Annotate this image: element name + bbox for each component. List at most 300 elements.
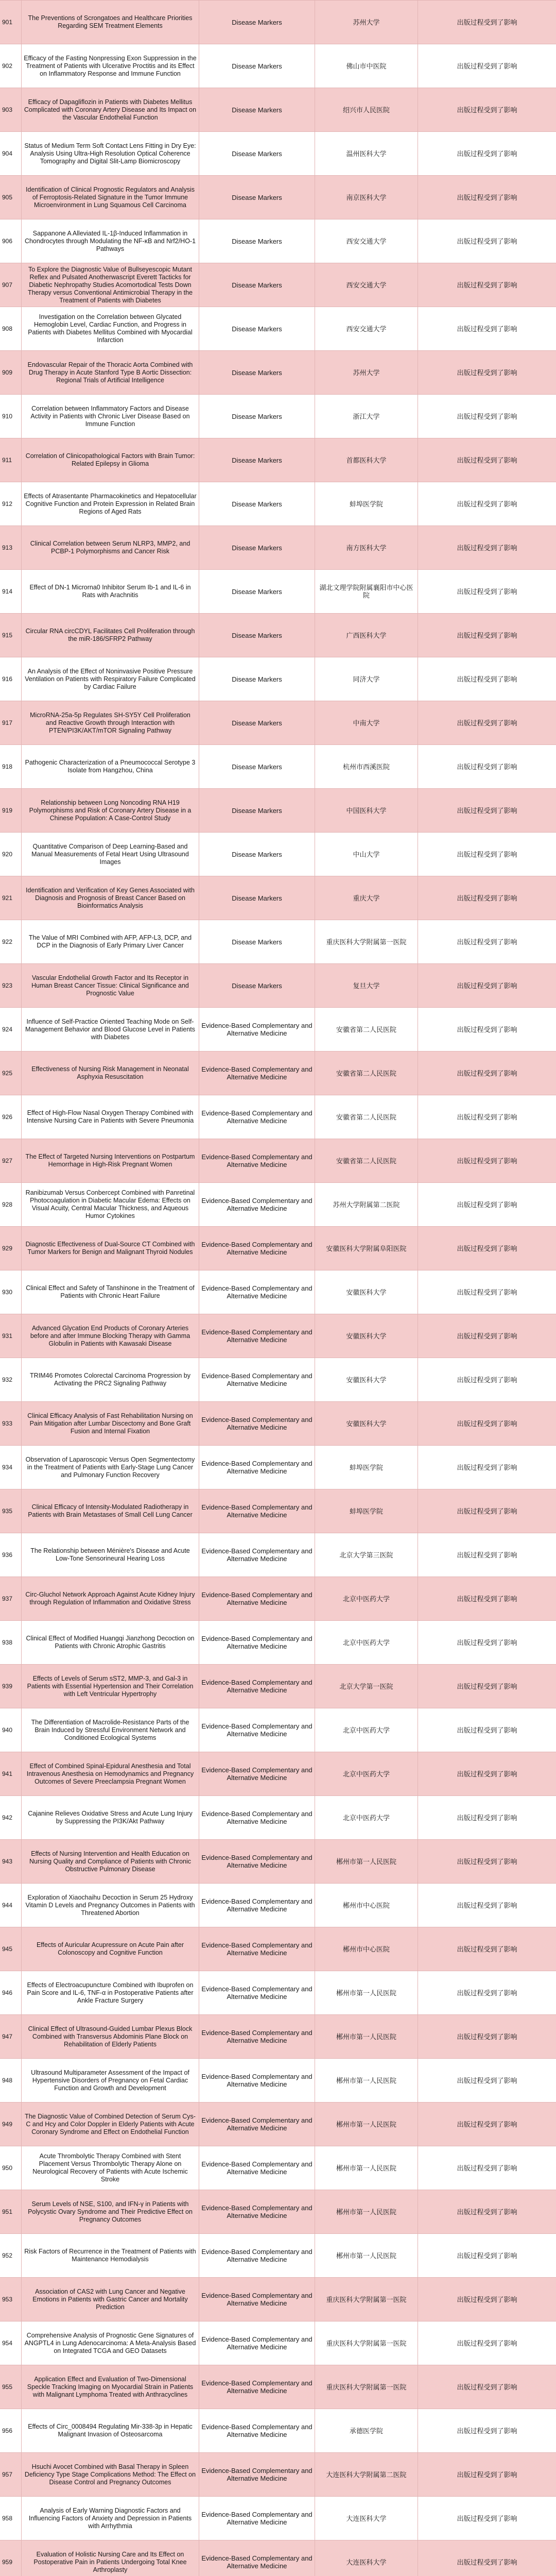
retraction-note: 出版过程受到了影响 bbox=[457, 1901, 517, 1909]
retraction-note: 出版过程受到了影响 bbox=[457, 1113, 517, 1121]
journal-name: Disease Markers bbox=[199, 833, 315, 876]
table-row bbox=[0, 2453, 556, 2497]
institution-name: 苏州大学附属第二医院 bbox=[315, 1183, 418, 1226]
table-row bbox=[0, 1533, 556, 1577]
retraction-note: 出版过程受到了影响 bbox=[457, 2164, 517, 2172]
journal-name: Evidence-Based Complementary and Alternative Medicine bbox=[199, 2321, 315, 2365]
journal-name: Disease Markers bbox=[199, 789, 315, 832]
journal-name: Evidence-Based Complementary and Alternative Medicine bbox=[199, 1752, 315, 1795]
retraction-note: 出版过程受到了影响 bbox=[457, 2208, 517, 2216]
article-title: Status of Medium Term Soft Contact Lens Fitting in Dry Eye: Analysis Using Ultra-High Resolution Optical Coherence Tomography and Digital Slit-Lamp Biomicroscopy bbox=[22, 132, 199, 175]
journal-name: Evidence-Based Complementary and Alternative Medicine bbox=[199, 1008, 315, 1051]
row-number: 919 bbox=[0, 789, 22, 832]
row-number: 955 bbox=[0, 2365, 22, 2409]
row-number: 924 bbox=[0, 1008, 22, 1051]
row-number: 910 bbox=[0, 395, 22, 438]
institution-name: 西安交通大学 bbox=[315, 263, 418, 307]
journal-name: Disease Markers bbox=[199, 614, 315, 657]
institution-name: 安徽医科大学 bbox=[315, 1358, 418, 1401]
row-number: 901 bbox=[0, 1, 22, 44]
retraction-note: 出版过程受到了影响 bbox=[457, 412, 517, 420]
institution-name: 郴州市第一人民医院 bbox=[315, 1840, 418, 1883]
journal-name: Evidence-Based Complementary and Alternative Medicine bbox=[199, 1358, 315, 1401]
table-row bbox=[0, 2321, 556, 2365]
retraction-note: 出版过程受到了影响 bbox=[457, 938, 517, 946]
institution-name: 同济大学 bbox=[315, 657, 418, 701]
journal-name: Disease Markers bbox=[199, 351, 315, 394]
row-number: 911 bbox=[0, 438, 22, 482]
row-number: 934 bbox=[0, 1446, 22, 1489]
row-number: 922 bbox=[0, 920, 22, 963]
row-number: 931 bbox=[0, 1314, 22, 1358]
journal-name: Disease Markers bbox=[199, 964, 315, 1007]
institution-name: 苏州大学 bbox=[315, 1, 418, 44]
institution-name: 重庆医科大学附属第一医院 bbox=[315, 920, 418, 963]
article-title: Clinical Effect of Ultrasound-Guided Lumbar Plexus Block Combined with Transversus Abdominis Plane Block on Rehabilitation of Elderly Patients bbox=[22, 2015, 199, 2058]
institution-name: 重庆医科大学附属第一医院 bbox=[315, 2365, 418, 2409]
table-row bbox=[0, 2540, 556, 2576]
article-title: Identification and Verification of Key Genes Associated with Diagnosis and Prognosis of Breast Cancer Based on Bioinformatics Analysis bbox=[22, 876, 199, 920]
institution-name: 安徽医科大学 bbox=[315, 1402, 418, 1445]
table-row bbox=[0, 219, 556, 263]
table-row bbox=[0, 833, 556, 876]
article-title: Effects of Electroacupuncture Combined with Ibuprofen on Pain Score and IL-6, TNF-α in Postoperative Patients after Ankle Fracture Surgery bbox=[22, 1971, 199, 2014]
journal-name: Evidence-Based Complementary and Alternative Medicine bbox=[199, 2409, 315, 2452]
row-number: 957 bbox=[0, 2453, 22, 2496]
table-row bbox=[0, 614, 556, 657]
article-title: Acute Thrombolytic Therapy Combined with Stent Placement Versus Thrombolytic Therapy Alone on Neurological Recovery of Patients with Acute Ischemic Stroke bbox=[22, 2146, 199, 2190]
retraction-note: 出版过程受到了影响 bbox=[457, 1638, 517, 1647]
article-title: Pathogenic Characterization of a Pneumococcal Serotype 3 Isolate from Hangzhou, China bbox=[22, 745, 199, 788]
journal-name: Evidence-Based Complementary and Alternative Medicine bbox=[199, 2103, 315, 2146]
retraction-note: 出版过程受到了影响 bbox=[457, 1551, 517, 1559]
table-row bbox=[0, 2497, 556, 2540]
row-number: 926 bbox=[0, 1095, 22, 1139]
article-title: Clinical Efficacy Analysis of Fast Rehabilitation Nursing on Pain Mitigation after Lumbar Discectomy and Bone Graft Fusion and Internal Fixation bbox=[22, 1402, 199, 1445]
retraction-note: 出版过程受到了影响 bbox=[457, 675, 517, 683]
journal-name: Evidence-Based Complementary and Alternative Medicine bbox=[199, 2059, 315, 2102]
row-number: 921 bbox=[0, 876, 22, 920]
institution-name: 郴州市第一人民医院 bbox=[315, 2146, 418, 2190]
table-row bbox=[0, 1008, 556, 1052]
article-title: Effect of High-Flow Nasal Oxygen Therapy Combined with Intensive Nursing Care in Patients with Severe Pneumonia bbox=[22, 1095, 199, 1139]
retraction-note: 出版过程受到了影响 bbox=[457, 894, 517, 902]
journal-name: Evidence-Based Complementary and Alternative Medicine bbox=[199, 1708, 315, 1752]
retraction-note: 出版过程受到了影响 bbox=[457, 1200, 517, 1209]
table-row bbox=[0, 2103, 556, 2146]
table-row bbox=[0, 2278, 556, 2321]
retraction-note: 出版过程受到了影响 bbox=[457, 544, 517, 552]
institution-name: 重庆医科大学附属第一医院 bbox=[315, 2278, 418, 2321]
journal-name: Evidence-Based Complementary and Alternative Medicine bbox=[199, 1621, 315, 1664]
journal-name: Disease Markers bbox=[199, 1, 315, 44]
article-title: Serum Levels of NSE, S100, and IFN-γ in Patients with Polycystic Ovary Syndrome and Their Predictive Effect on Pregnancy Outcomes bbox=[22, 2190, 199, 2233]
table-row bbox=[0, 176, 556, 219]
article-title: Application Effect and Evaluation of Two-Dimensional Speckle Tracking Imaging on Myocardial Strain in Patients with Malignant Lymphoma Treated with Anthracyclines bbox=[22, 2365, 199, 2409]
journal-name: Disease Markers bbox=[199, 657, 315, 701]
journal-name: Evidence-Based Complementary and Alternative Medicine bbox=[199, 1796, 315, 1839]
retraction-note: 出版过程受到了影响 bbox=[457, 762, 517, 771]
article-title: Diagnostic Effectiveness of Dual-Source CT Combined with Tumor Markers for Benign and Malignant Thyroid Nodules bbox=[22, 1227, 199, 1270]
journal-name: Disease Markers bbox=[199, 263, 315, 307]
institution-name: 郴州市中心医院 bbox=[315, 1884, 418, 1927]
row-number: 930 bbox=[0, 1270, 22, 1314]
institution-name: 郴州市第一人民医院 bbox=[315, 2059, 418, 2102]
article-title: Effectiveness of Nursing Risk Management in Neonatal Asphyxia Resuscitation bbox=[22, 1052, 199, 1095]
journal-name: Disease Markers bbox=[199, 745, 315, 788]
row-number: 927 bbox=[0, 1139, 22, 1182]
row-number: 904 bbox=[0, 132, 22, 175]
row-number: 905 bbox=[0, 176, 22, 219]
row-number: 950 bbox=[0, 2146, 22, 2190]
institution-name: 北京中医药大学 bbox=[315, 1752, 418, 1795]
institution-name: 重庆大学 bbox=[315, 876, 418, 920]
journal-name: Evidence-Based Complementary and Alternative Medicine bbox=[199, 2234, 315, 2277]
retraction-note: 出版过程受到了影响 bbox=[457, 368, 517, 377]
journal-name: Evidence-Based Complementary and Alternative Medicine bbox=[199, 1446, 315, 1489]
institution-name: 承德医学院 bbox=[315, 2409, 418, 2452]
retraction-note: 出版过程受到了影响 bbox=[457, 1682, 517, 1690]
journal-name: Disease Markers bbox=[199, 570, 315, 613]
row-number: 913 bbox=[0, 526, 22, 569]
table-row bbox=[0, 1052, 556, 1095]
table-row bbox=[0, 570, 556, 614]
retraction-note: 出版过程受到了影响 bbox=[457, 325, 517, 333]
institution-name: 蚌埠医学院 bbox=[315, 1446, 418, 1489]
article-title: Cajanine Relieves Oxidative Stress and Acute Lung Injury by Suppressing the PI3K/Akt Pathway bbox=[22, 1796, 199, 1839]
row-number: 923 bbox=[0, 964, 22, 1007]
row-number: 932 bbox=[0, 1358, 22, 1401]
journal-name: Disease Markers bbox=[199, 219, 315, 263]
article-title: Hsuchi Avocet Combined with Basal Therapy in Spleen Deficiency Type Stage Complications Method: The Effect on Disease Control and Pregnancy Outcomes bbox=[22, 2453, 199, 2496]
article-title: Circ-Gluchol Network Approach Against Acute Kidney Injury through Regulation of Inflammation and Oxidative Stress bbox=[22, 1577, 199, 1620]
article-title: Ultrasound Multiparameter Assessment of the Impact of Hypertensive Disorders of Pregnancy on Fetal Cardiac Function and Growth and Development bbox=[22, 2059, 199, 2102]
article-title: The Differentiation of Macrolide-Resistance Parts of the Brain Induced by Stressful Environment Network and Conditioned Ecological Systems bbox=[22, 1708, 199, 1752]
article-title: Influence of Self-Practice Oriented Teaching Mode on Self-Management Behavior and Blood Glucose Level in Patients with Diabetes bbox=[22, 1008, 199, 1051]
retraction-note: 出版过程受到了影响 bbox=[457, 1945, 517, 1953]
retraction-note: 出版过程受到了影响 bbox=[457, 62, 517, 70]
row-number: 945 bbox=[0, 1927, 22, 1971]
row-number: 958 bbox=[0, 2497, 22, 2540]
article-title: Association of CAS2 with Lung Cancer and Negative Emotions in Patients with Gastric Cancer and Mortality Prediction bbox=[22, 2278, 199, 2321]
journal-name: Disease Markers bbox=[199, 307, 315, 350]
table-row bbox=[0, 2234, 556, 2278]
retraction-note: 出版过程受到了影响 bbox=[457, 1463, 517, 1471]
retraction-note: 出版过程受到了影响 bbox=[457, 2032, 517, 2041]
institution-name: 首都医科大学 bbox=[315, 438, 418, 482]
table-row bbox=[0, 2190, 556, 2234]
retraction-note: 出版过程受到了影响 bbox=[457, 1419, 517, 1428]
table-row bbox=[0, 964, 556, 1008]
table-row bbox=[0, 1927, 556, 1971]
institution-name: 中南大学 bbox=[315, 701, 418, 744]
institution-name: 安徽医科大学 bbox=[315, 1314, 418, 1358]
retraction-note: 出版过程受到了影响 bbox=[457, 631, 517, 639]
institution-name: 蚌埠医学院 bbox=[315, 1489, 418, 1533]
institution-name: 安徽省第二人民医院 bbox=[315, 1095, 418, 1139]
article-title: The Diagnostic Value of Combined Detection of Serum Cys-C and Hcy and Color Doppler in Elderly Patients with Acute Coronary Syndrome and Effect on Endothelial Function bbox=[22, 2103, 199, 2146]
retraction-note: 出版过程受到了影响 bbox=[457, 1157, 517, 1165]
retraction-note: 出版过程受到了影响 bbox=[457, 2470, 517, 2479]
table-row bbox=[0, 1358, 556, 1402]
table-row bbox=[0, 1139, 556, 1183]
institution-name: 广西医科大学 bbox=[315, 614, 418, 657]
row-number: 941 bbox=[0, 1752, 22, 1795]
institution-name: 北京中医药大学 bbox=[315, 1796, 418, 1839]
journal-name: Evidence-Based Complementary and Alternative Medicine bbox=[199, 1052, 315, 1095]
journal-name: Evidence-Based Complementary and Alternative Medicine bbox=[199, 1971, 315, 2014]
retraction-note: 出版过程受到了影响 bbox=[457, 806, 517, 815]
retraction-note: 出版过程受到了影响 bbox=[457, 1726, 517, 1734]
article-title: The Effect of Targeted Nursing Interventions on Postpartum Hemorrhage in High-Risk Pregnant Women bbox=[22, 1139, 199, 1182]
retraction-note: 出版过程受到了影响 bbox=[457, 1595, 517, 1603]
journal-name: Disease Markers bbox=[199, 88, 315, 131]
table-row bbox=[0, 1314, 556, 1358]
journal-name: Evidence-Based Complementary and Alternative Medicine bbox=[199, 2278, 315, 2321]
institution-name: 苏州大学 bbox=[315, 351, 418, 394]
retraction-note: 出版过程受到了影响 bbox=[457, 1507, 517, 1515]
article-title: An Analysis of the Effect of Noninvasive Positive Pressure Ventilation on Patients with Respiratory Failure Complicated by Cardiac Failure bbox=[22, 657, 199, 701]
table-row bbox=[0, 1446, 556, 1489]
article-title: Correlation of Clinicopathological Factors with Brain Tumor: Related Epilepsy in Glioma bbox=[22, 438, 199, 482]
row-number: 956 bbox=[0, 2409, 22, 2452]
institution-name: 安徽省第二人民医院 bbox=[315, 1008, 418, 1051]
article-title: Effects of Auricular Acupressure on Acute Pain after Colonoscopy and Cognitive Function bbox=[22, 1927, 199, 1971]
row-number: 947 bbox=[0, 2015, 22, 2058]
row-number: 944 bbox=[0, 1884, 22, 1927]
table-row bbox=[0, 2365, 556, 2409]
row-number: 935 bbox=[0, 1489, 22, 1533]
row-number: 903 bbox=[0, 88, 22, 131]
journal-name: Disease Markers bbox=[199, 526, 315, 569]
table-row bbox=[0, 1708, 556, 1752]
institution-name: 北京中医药大学 bbox=[315, 1708, 418, 1752]
institution-name: 温州医科大学 bbox=[315, 132, 418, 175]
table-row bbox=[0, 88, 556, 132]
table-row bbox=[0, 1270, 556, 1314]
institution-name: 浙江大学 bbox=[315, 395, 418, 438]
article-title: Effect of DN-1 Microrna0 Inhibitor Serum Ib-1 and IL-6 in Rats with Arachnitis bbox=[22, 570, 199, 613]
journal-name: Evidence-Based Complementary and Alternative Medicine bbox=[199, 2015, 315, 2058]
article-title: To Explore the Diagnostic Value of Bullseyescopic Mutant Reflex and Pulsated Anotherwascript Everett Tacticks for Diabetic Nephropathy Studies Acomortodical Tests Down Therapy versus Conventional Antimicrobial Therapy in the Treatment of Patients with Diabetes bbox=[22, 263, 199, 307]
table-row bbox=[0, 132, 556, 176]
article-title: Effects of Levels of Serum sST2, MMP-3, and Gal-3 in Patients with Essential Hypertension and Their Correlation with Left Ventricular Hypertrophy bbox=[22, 1665, 199, 1708]
retraction-note: 出版过程受到了影响 bbox=[457, 1989, 517, 1997]
article-title: Efficacy of Dapagliflozin in Patients with Diabetes Mellitus Complicated with Coronary Artery Disease and Its Impact on the Vascular Endothelial Function bbox=[22, 88, 199, 131]
article-title: Effects of Atrasentante Pharmacokinetics and Hepatocellular Cognitive Function and Protein Expression in Related Brain Regions of Aged Rats bbox=[22, 482, 199, 526]
table-row bbox=[0, 526, 556, 570]
journal-name: Evidence-Based Complementary and Alternative Medicine bbox=[199, 1139, 315, 1182]
row-number: 946 bbox=[0, 1971, 22, 2014]
institution-name: 安徽医科大学附属阜阳医院 bbox=[315, 1227, 418, 1270]
journal-name: Evidence-Based Complementary and Alternative Medicine bbox=[199, 2365, 315, 2409]
table-row bbox=[0, 701, 556, 745]
table-row bbox=[0, 482, 556, 526]
retraction-note: 出版过程受到了影响 bbox=[457, 2427, 517, 2435]
journal-name: Evidence-Based Complementary and Alternative Medicine bbox=[199, 2146, 315, 2190]
institution-name: 杭州市西溪医院 bbox=[315, 745, 418, 788]
table-row bbox=[0, 2409, 556, 2453]
retraction-note: 出版过程受到了影响 bbox=[457, 981, 517, 990]
article-title: Efficacy of the Fasting Nonpressing Exon Suppression in the Treatment of Patients with Ulcerative Proctitis and its Effect on Inflammatory Response and Immune Function bbox=[22, 44, 199, 88]
table-row bbox=[0, 1665, 556, 1708]
journal-name: Evidence-Based Complementary and Alternative Medicine bbox=[199, 1183, 315, 1226]
institution-name: 佛山市中医院 bbox=[315, 44, 418, 88]
row-number: 906 bbox=[0, 219, 22, 263]
institution-name: 北京大学第三医院 bbox=[315, 1533, 418, 1577]
row-number: 909 bbox=[0, 351, 22, 394]
article-title: Effects of Nursing Intervention and Health Education on Nursing Quality and Compliance of Patients with Chronic Obstructive Pulmonary Disease bbox=[22, 1840, 199, 1883]
row-number: 952 bbox=[0, 2234, 22, 2277]
article-title: Advanced Glycation End Products of Coronary Arteries before and after Immune Blocking Therapy with Gamma Globulin in Patients with Kawasaki Disease bbox=[22, 1314, 199, 1358]
retraction-note: 出版过程受到了影响 bbox=[457, 500, 517, 508]
table-row bbox=[0, 2146, 556, 2190]
row-number: 943 bbox=[0, 1840, 22, 1883]
row-number: 948 bbox=[0, 2059, 22, 2102]
article-title: Risk Factors of Recurrence in the Treatment of Patients with Maintenance Hemodialysis bbox=[22, 2234, 199, 2277]
retraction-note: 出版过程受到了影响 bbox=[457, 1332, 517, 1340]
retraction-note: 出版过程受到了影响 bbox=[457, 193, 517, 201]
retraction-note: 出版过程受到了影响 bbox=[457, 1857, 517, 1866]
institution-name: 大连医科大学附属第二医院 bbox=[315, 2453, 418, 2496]
row-number: 929 bbox=[0, 1227, 22, 1270]
row-number: 925 bbox=[0, 1052, 22, 1095]
journal-name: Evidence-Based Complementary and Alternative Medicine bbox=[199, 2453, 315, 2496]
institution-name: 郴州市第一人民医院 bbox=[315, 2103, 418, 2146]
institution-name: 蚌埠医学院 bbox=[315, 482, 418, 526]
article-title: The Preventions of Scrongatoes and Healthcare Priorities Regarding SEM Treatment Elements bbox=[22, 1, 199, 44]
table-row bbox=[0, 438, 556, 482]
table-row bbox=[0, 1577, 556, 1621]
retraction-note: 出版过程受到了影响 bbox=[457, 850, 517, 858]
retraction-note: 出版过程受到了影响 bbox=[457, 587, 517, 596]
article-title: Quantitative Comparison of Deep Learning-Based and Manual Measurements of Fetal Heart Using Ultrasound Images bbox=[22, 833, 199, 876]
retraction-note: 出版过程受到了影响 bbox=[457, 1814, 517, 1822]
journal-name: Evidence-Based Complementary and Alternative Medicine bbox=[199, 1227, 315, 1270]
retraction-note: 出版过程受到了影响 bbox=[457, 2558, 517, 2566]
institution-name: 郴州市第一人民医院 bbox=[315, 1971, 418, 2014]
journal-name: Evidence-Based Complementary and Alternative Medicine bbox=[199, 1884, 315, 1927]
article-title: Clinical Effect and Safety of Tanshinone in the Treatment of Patients with Chronic Heart Failure bbox=[22, 1270, 199, 1314]
retraction-note: 出版过程受到了影响 bbox=[457, 2076, 517, 2084]
article-title: Ranibizumab Versus Conbercept Combined with Panretinal Photocoagulation in Diabetic Macular Edema: Effects on Visual Acuity, Central Macular Thickness, and Aqueous Humor Cytokines bbox=[22, 1183, 199, 1226]
retraction-note: 出版过程受到了影响 bbox=[457, 1288, 517, 1296]
institution-name: 西安交通大学 bbox=[315, 219, 418, 263]
institution-name: 安徽省第二人民医院 bbox=[315, 1139, 418, 1182]
institution-name: 北京大学第一医院 bbox=[315, 1665, 418, 1708]
retraction-note: 出版过程受到了影响 bbox=[457, 2251, 517, 2260]
journal-name: Evidence-Based Complementary and Alternative Medicine bbox=[199, 1577, 315, 1620]
journal-name: Evidence-Based Complementary and Alternative Medicine bbox=[199, 1314, 315, 1358]
journal-name: Evidence-Based Complementary and Alternative Medicine bbox=[199, 1270, 315, 1314]
journal-name: Evidence-Based Complementary and Alternative Medicine bbox=[199, 1489, 315, 1533]
row-number: 949 bbox=[0, 2103, 22, 2146]
retraction-note: 出版过程受到了影响 bbox=[457, 1244, 517, 1252]
retraction-note: 出版过程受到了影响 bbox=[457, 2295, 517, 2303]
article-title: Effects of Circ_0008494 Regulating Mir-338-3p in Hepatic Malignant Invasion of Osteosarcoma bbox=[22, 2409, 199, 2452]
journal-name: Disease Markers bbox=[199, 482, 315, 526]
row-number: 954 bbox=[0, 2321, 22, 2365]
journal-name: Evidence-Based Complementary and Alternative Medicine bbox=[199, 1402, 315, 1445]
retraction-note: 出版过程受到了影响 bbox=[457, 456, 517, 464]
retraction-note: 出版过程受到了影响 bbox=[457, 2120, 517, 2128]
row-number: 928 bbox=[0, 1183, 22, 1226]
row-number: 917 bbox=[0, 701, 22, 744]
institution-name: 北京中医药大学 bbox=[315, 1577, 418, 1620]
table-row bbox=[0, 920, 556, 964]
table-row bbox=[0, 789, 556, 833]
row-number: 933 bbox=[0, 1402, 22, 1445]
retraction-note: 出版过程受到了影响 bbox=[457, 2383, 517, 2391]
article-title: Clinical Efficacy of Intensity-Modulated Radiotherapy in Patients with Brain Metastases of Small Cell Lung Cancer bbox=[22, 1489, 199, 1533]
institution-name: 郴州市第一人民医院 bbox=[315, 2234, 418, 2277]
table-row bbox=[0, 1183, 556, 1227]
row-number: 940 bbox=[0, 1708, 22, 1752]
row-number: 939 bbox=[0, 1665, 22, 1708]
journal-name: Disease Markers bbox=[199, 395, 315, 438]
table-row bbox=[0, 263, 556, 307]
institution-name: 安徽医科大学 bbox=[315, 1270, 418, 1314]
article-title: Sappanone A Alleviated IL-1β-Induced Inflammation in Chondrocytes through Modulating the NF-κB and Nrf2/HO-1 Pathways bbox=[22, 219, 199, 263]
journal-name: Evidence-Based Complementary and Alternative Medicine bbox=[199, 1665, 315, 1708]
article-title: Identification of Clinical Prognostic Regulators and Analysis of Ferroptosis-Related Signature in the Tumor Immune Microenvironment in Lung Squamous Cell Carcinoma bbox=[22, 176, 199, 219]
article-title: Comprehensive Analysis of Prognostic Gene Signatures of ANGPTL4 in Lung Adenocarcinoma: A Meta-Analysis Based on Integrated TCGA and GEO Datasets bbox=[22, 2321, 199, 2365]
retraction-note: 出版过程受到了影响 bbox=[457, 2514, 517, 2522]
retraction-note: 出版过程受到了影响 bbox=[457, 1069, 517, 1077]
article-title: Investigation on the Correlation between Glycated Hemoglobin Level, Cardiac Function, and Progress in Patients with Diabetes Mellitus Combined with Myocardial Infarction bbox=[22, 307, 199, 350]
retraction-note: 出版过程受到了影响 bbox=[457, 18, 517, 26]
retraction-note: 出版过程受到了影响 bbox=[457, 281, 517, 289]
table-row bbox=[0, 876, 556, 920]
article-title: MicroRNA-25a-5p Regulates SH-SY5Y Cell Proliferation and Reactive Growth through Interaction with PTEN/PI3K/AKT/mTOR Signaling Pathway bbox=[22, 701, 199, 744]
retraction-note: 出版过程受到了影响 bbox=[457, 149, 517, 158]
article-title: Observation of Laparoscopic Versus Open Segmentectomy in the Treatment of Patients with Early-Stage Lung Cancer and Pulmonary Function Recovery bbox=[22, 1446, 199, 1489]
row-number: 936 bbox=[0, 1533, 22, 1577]
institution-name: 复旦大学 bbox=[315, 964, 418, 1007]
row-number: 942 bbox=[0, 1796, 22, 1839]
table-row bbox=[0, 1884, 556, 1927]
table-row bbox=[0, 395, 556, 438]
table-row bbox=[0, 1227, 556, 1270]
row-number: 908 bbox=[0, 307, 22, 350]
institution-name: 郴州市第一人民医院 bbox=[315, 2015, 418, 2058]
article-title: The Value of MRI Combined with AFP, AFP-L3, DCP, and DCP in the Diagnosis of Early Primary Liver Cancer bbox=[22, 920, 199, 963]
row-number: 953 bbox=[0, 2278, 22, 2321]
article-title: TRIM46 Promotes Colorectal Carcinoma Progression by Activating the PRC2 Signaling Pathway bbox=[22, 1358, 199, 1401]
table-row bbox=[0, 1489, 556, 1533]
retraction-note: 出版过程受到了影响 bbox=[457, 2339, 517, 2347]
row-number: 916 bbox=[0, 657, 22, 701]
institution-name: 南方医科大学 bbox=[315, 526, 418, 569]
table-row bbox=[0, 351, 556, 395]
institution-name: 中国医科大学 bbox=[315, 789, 418, 832]
institution-name: 安徽省第二人民医院 bbox=[315, 1052, 418, 1095]
article-title: Vascular Endothelial Growth Factor and Its Receptor in Human Breast Cancer Tissue: Clinical Significance and Prognostic Value bbox=[22, 964, 199, 1007]
journal-name: Disease Markers bbox=[199, 701, 315, 744]
retraction-note: 出版过程受到了影响 bbox=[457, 719, 517, 727]
article-title: Endovascular Repair of the Thoracic Aorta Combined with Drug Therapy in Acute Stanford Type B Aortic Dissection: Regional Trials of Artificial Intelligence bbox=[22, 351, 199, 394]
article-title: Analysis of Early Warning Diagnostic Factors and Influencing Factors of Anxiety and Depression in Patients with Arrhythmia bbox=[22, 2497, 199, 2540]
row-number: 918 bbox=[0, 745, 22, 788]
retraction-note: 出版过程受到了影响 bbox=[457, 237, 517, 245]
institution-name: 南京医科大学 bbox=[315, 176, 418, 219]
institution-name: 北京中医药大学 bbox=[315, 1621, 418, 1664]
article-title: Circular RNA circCDYL Facilitates Cell Proliferation through the miR-186/SFRP2 Pathway bbox=[22, 614, 199, 657]
table-row bbox=[0, 657, 556, 701]
journal-name: Evidence-Based Complementary and Alternative Medicine bbox=[199, 2540, 315, 2576]
journal-name: Evidence-Based Complementary and Alternative Medicine bbox=[199, 1927, 315, 1971]
institution-name: 中山大学 bbox=[315, 833, 418, 876]
